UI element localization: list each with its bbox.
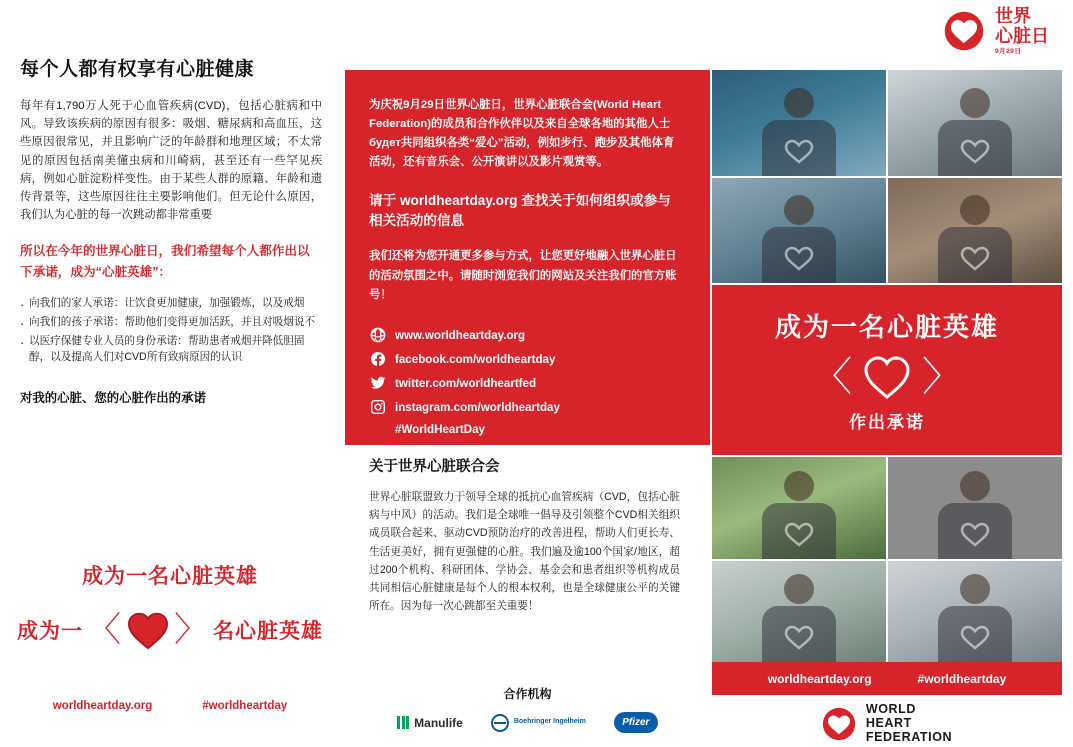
boehringer-ingelheim-logo: [491, 714, 586, 732]
link-worldheartday-right[interactable]: worldheartday.org: [767, 671, 872, 686]
photo-grid-bottom: [712, 457, 1062, 662]
heart-hands-icon: [960, 624, 990, 650]
social-label-hashtag: #WorldHeartDay: [395, 422, 485, 436]
social-row-hashtag: [369, 423, 680, 436]
list-item: · 向我们的孩子承诺：帮助他们变得更加活跃，并且对吸烟说不: [20, 315, 322, 331]
facebook-icon: [369, 351, 386, 368]
whd-logo-line2: 心脏日: [995, 26, 1049, 47]
whf-heart-icon: [822, 707, 856, 741]
left-hero-block: [0, 560, 340, 650]
whd-logo-line1: 世界: [995, 6, 1031, 26]
photo-grid-top: [712, 70, 1062, 283]
find-info-text: 请于 worldheartday.org 查找关于如何组织或参与相关活动的信息: [369, 192, 671, 229]
left-bracket-icon: 〈: [812, 355, 852, 399]
social-label-twitter: twitter.com/worldheartfed: [395, 376, 537, 390]
whd-heart-icon: [943, 10, 985, 52]
event-intro-text: 为庆祝9月29日世界心脏日，世界心脏联合会(World Heart Federation)的成员和合作伙伴以及来自全球各地的其他人士будет共同组织各类“爱心”活动，例如步行、跑步及其他体育活动，还有音乐会、公开演讲以及影片观赏等。: [369, 99, 675, 169]
manulife-logo: [397, 716, 463, 730]
photo-boy-helmet: [712, 457, 886, 559]
about-body: 世界心脏联盟致力于领导全球的抵抗心血管疾病（CVD，包括心脏病与中风）的活动。我们是全球唯一倡导及引领整个CVD相关组织成员联合起来、驱动CVD预防治疗的改善进程，帮助人们更长寿、生活更美好，拥有更强健的心脏。我们遍及逾100个国家/地区，超过200个机构、科研团体、学协会、基金会和患者组织等机构成员共同相信心脏健康是每个人的根本权利，也是全球健康公平的关键所在。因为每一次心跳都至关重要！: [369, 491, 680, 613]
heart-hands-icon: [784, 245, 814, 271]
social-label-instagram: instagram.com/worldheartday: [395, 400, 560, 414]
left-hero-heart-row: [0, 610, 340, 650]
left-hero-text-start: 成为一: [17, 620, 83, 643]
partner-logos: [345, 712, 710, 733]
right-hero-banner: [712, 285, 1062, 455]
link-worldheartday-left[interactable]: worldheartday.org: [52, 700, 153, 712]
left-hero-text-end: 名心脏英雄: [213, 620, 323, 643]
about-heading: 关于世界心脏联合会: [369, 459, 500, 475]
more-ways-text: 我们还将为您开通更多参与方式，让您更好地融入世界心脏日的活动氛围之中。请随时浏览我们的网站及关注我们的官方账号！: [369, 250, 677, 301]
world-heart-federation-logo: [712, 703, 1062, 744]
globe-icon: [369, 327, 386, 344]
heart-hands-icon: [784, 138, 814, 164]
social-links: [369, 327, 680, 436]
boehringer-mark-icon: [491, 714, 509, 732]
heart-hands-icon: [784, 521, 814, 547]
heart-hands-icon: [960, 245, 990, 271]
instagram-icon: [369, 399, 386, 416]
photo-woman-white-coat: [888, 457, 1062, 559]
social-row-website[interactable]: [369, 327, 680, 344]
pledge-list: [20, 296, 322, 366]
whd-logo-date: 9月29日: [995, 48, 1022, 56]
photo-bearded-man: [888, 178, 1062, 284]
right-hero-subtitle: 作出承诺: [849, 413, 925, 432]
photo-woman-glasses: [888, 70, 1062, 176]
social-row-twitter[interactable]: [369, 375, 680, 392]
heart-hands-icon: [960, 138, 990, 164]
photo-senior-doctor: [888, 561, 1062, 663]
heart-outline-icon: [862, 354, 912, 400]
photo-woman-street: [712, 178, 886, 284]
partners-section: [345, 685, 710, 733]
right-link-bar: [712, 662, 1062, 695]
heart-hands-icon: [784, 624, 814, 650]
whd-logo-text: [995, 6, 1049, 56]
hashtag-right: #worldheartday: [917, 671, 1007, 686]
right-hero-title: 成为一名心脏英雄: [774, 312, 999, 342]
middle-red-panel: [345, 70, 710, 445]
photo-girl-outdoors: [712, 561, 886, 663]
hashtag-left: #worldheartday: [202, 700, 288, 712]
social-row-instagram[interactable]: [369, 399, 680, 416]
list-item: · 以医疗保健专业人员的身份承诺：帮助患者戒烟并降低胆固醇，以及提高人们对CVD所有致病原因的认识: [20, 334, 322, 366]
right-hero-heart-row: [812, 354, 962, 400]
boehringer-label: Boehringer Ingelheim: [513, 718, 586, 726]
page-title: 每个人都有权享有心脏健康: [20, 59, 255, 80]
social-row-facebook[interactable]: [369, 351, 680, 368]
manulife-bars-icon: [397, 716, 409, 729]
pfizer-logo: Pfizer: [614, 712, 658, 733]
pledge-lead: 所以在今年的世界心脏日，我们希望每个人都作出以下承诺，成为“心脏英雄”：: [20, 243, 310, 279]
heart-hands-icon: [960, 521, 990, 547]
intro-paragraph: 每年有1,790万人死于心血管疾病(CVD)，包括心脏病和中风。导致该疾病的原因有很多：吸烟、糖尿病和高血压，这些原因很常见，并且影响广泛的年龄群和地理区域；不太常见的原因包括南美懂虫病和川崎病，甚至还有一些罕见疾病，例如心脏淀粉样变性。由于某些人群的原籍、年龄和遗传背景等，这些原因往往主要影响他们。但无论什么原因，我们认为心脏的每一次跳动都非常重要: [20, 99, 322, 222]
whf-logo-text: [866, 703, 952, 744]
left-bracket-icon: 〈: [87, 611, 122, 649]
about-section: [345, 455, 710, 670]
world-heart-day-logo: [943, 6, 1049, 56]
partners-title: 合作机构: [503, 687, 552, 701]
whf-line-3: FEDERATION: [865, 729, 953, 744]
right-bracket-icon: 〉: [174, 611, 209, 649]
pledge-statement: 对我的心脏、您的心脏作出的承诺: [20, 390, 206, 405]
photo-male-doctor-scrubs: [712, 70, 886, 176]
social-label-facebook: facebook.com/worldheartday: [395, 352, 556, 366]
left-hero-title: 成为一名心脏英雄: [82, 565, 258, 588]
right-bracket-icon: 〉: [922, 355, 962, 399]
left-links: [0, 700, 340, 712]
twitter-icon: [369, 375, 386, 392]
list-item: · 向我们的家人承诺：让饮食更加健康，加强锻炼，以及戒烟: [20, 296, 322, 312]
whf-line-1: WORLD: [865, 702, 917, 716]
whf-line-2: HEART: [865, 715, 912, 730]
heart-icon: [126, 610, 170, 650]
manulife-label: Manulife: [414, 715, 463, 730]
social-label-website: www.worldheartday.org: [395, 328, 526, 342]
